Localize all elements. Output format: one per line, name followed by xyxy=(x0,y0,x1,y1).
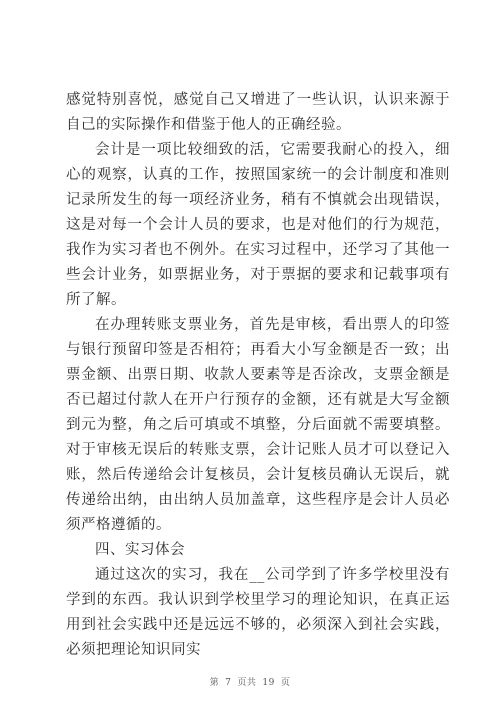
document-body xyxy=(66,88,450,663)
footer-suffix: 页 xyxy=(280,678,291,688)
paragraph-transfer-check: 在办理转账支票业务，首先是审核，看出票人的印签与银行预留印签是否相符；再看大小写金额是否一致；出票金额、出票日期、收款人要素等是否涂改，支票金额是否已超过付款人在开户行预存的金额，还有就是大写金额到元为整，角之后可填或不填整，分后面就不需要填整。对于审核无误后的转账支票，会计记账人员才可以登记入账，然后传递给会计复核员，会计复核员确认无误后，就传递给出纳，由出纳人员加盖章，这些程序是会计人员必须严格遵循的。 xyxy=(66,317,450,533)
paragraph-accounting-work: 会计是一项比较细致的活，它需要我耐心的投入，细心的观察，认真的工作，按照国家统一的会计制度和准则记录所发生的每一项经济业务，稍有不慎就会出现错误，这是对每一个会计人员的要求，也是对他们的行为规范，我作为实习者也不例外。在实习过程中，还学习了其他一些会计业务，如票据业务，对于票据的要求和记载事项有所了解。 xyxy=(66,142,450,308)
page-footer xyxy=(0,675,500,688)
paragraph-continuation: 感觉特别喜悦，感觉自己又增进了一些认识，认识来源于自己的实际操作和借鉴于他人的正确经验。 xyxy=(66,92,450,133)
footer-prefix: 第 xyxy=(209,678,220,688)
footer-current-page: 7 xyxy=(225,678,232,688)
section-heading-internship-experience: 四、实习体会 xyxy=(95,542,185,558)
paragraph-internship-reflection: 通过这次的实习，我在__公司学到了许多学校里没有学到的东西。我认识到学校里学习的理论知识，在真正运用到社会实践中还是远远不够的，必须深入到社会实践，必须把理论知识同实 xyxy=(66,567,450,658)
footer-middle: 页共 xyxy=(237,678,257,688)
footer-total-pages: 19 xyxy=(262,678,275,688)
